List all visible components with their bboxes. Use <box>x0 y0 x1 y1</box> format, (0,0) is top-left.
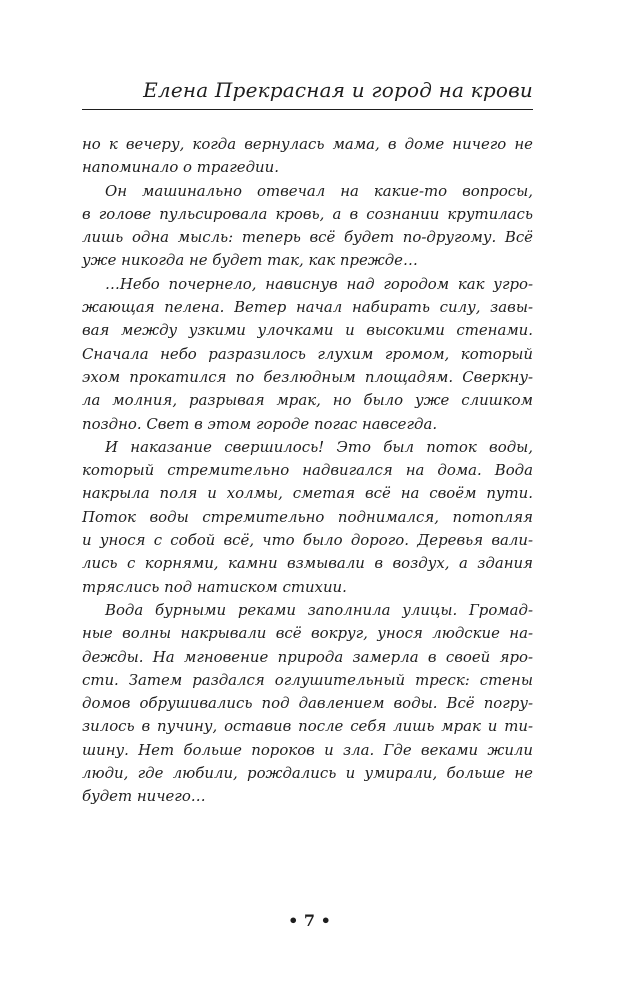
text-line: будет ничего… <box>82 787 206 806</box>
text-line: уже никогда не будет так, как прежде… <box>82 251 418 270</box>
text-line: шину. Нет больше пороков и зла. Где веками жили <box>82 740 533 759</box>
text-line: и унося с собой всё, что было дорого. Деревья вали- <box>82 531 533 550</box>
text-line: …Небо почернело, нависнув над городом как угро- <box>105 274 533 293</box>
text-line: напоминало о трагедии. <box>82 158 279 177</box>
text-line: домов обрушивались под давлением воды. Всё погру- <box>82 694 533 713</box>
text-line: дежды. На мгновение природа замерла в своей яро- <box>82 647 533 666</box>
paragraph <box>82 599 533 809</box>
text-line: поздно. Свет в этом городе погас навсегда. <box>82 414 438 433</box>
running-head-title: Елена Прекрасная и город на крови <box>143 78 533 102</box>
paragraph <box>82 273 533 436</box>
paragraph <box>82 180 533 273</box>
text-line: Сначала небо разразилось глухим громом, который <box>82 344 533 363</box>
text-line: лишь одна мысль: теперь всё будет по-другому. Всё <box>82 228 533 247</box>
paragraph <box>82 436 533 599</box>
text-line: но к вечеру, когда вернулась мама, в доме ничего не <box>82 135 533 153</box>
text-line: зилось в пучину, оставив после себя лишь мрак и ти- <box>82 717 533 736</box>
text-line: который стремительно надвигался на дома. Вода <box>82 461 533 480</box>
paragraph <box>82 133 533 180</box>
text-line: ла молния, разрывая мрак, но было уже слишком <box>82 391 533 410</box>
text-line: эхом прокатился по безлюдным площадям. Сверкну- <box>82 367 533 386</box>
body-text <box>82 133 533 809</box>
text-line: Поток воды стремительно поднимался, потопляя <box>82 507 533 526</box>
text-line: ные волны накрывали всё вокруг, унося людские на- <box>82 624 533 643</box>
text-line: накрыла поля и холмы, сметая всё на своём пути. <box>82 484 533 503</box>
text-line: сти. Затем раздался оглушительный треск: стены <box>82 670 533 689</box>
text-line: вая между узкими улочками и высокими стенами. <box>82 321 533 340</box>
text-line: люди, где любили, рождались и умирали, больше не <box>82 764 533 783</box>
text-line: Вода бурными реками заполнила улицы. Громад- <box>105 600 533 619</box>
text-line: И наказание свершилось! Это был поток воды, <box>105 437 533 456</box>
text-line: жающая пелена. Ветер начал набирать силу, завы- <box>82 298 533 317</box>
header-rule <box>82 109 533 110</box>
text-line: Он машинально отвечал на какие-то вопросы, <box>105 181 533 200</box>
text-line: тряслись под натиском стихии. <box>82 577 347 596</box>
text-line: в голове пульсировала кровь, а в сознании крутилась <box>82 204 533 223</box>
text-line: лись с корнями, камни взмывали в воздух, а здания <box>82 554 533 573</box>
page-number: • 7 • <box>288 911 331 930</box>
